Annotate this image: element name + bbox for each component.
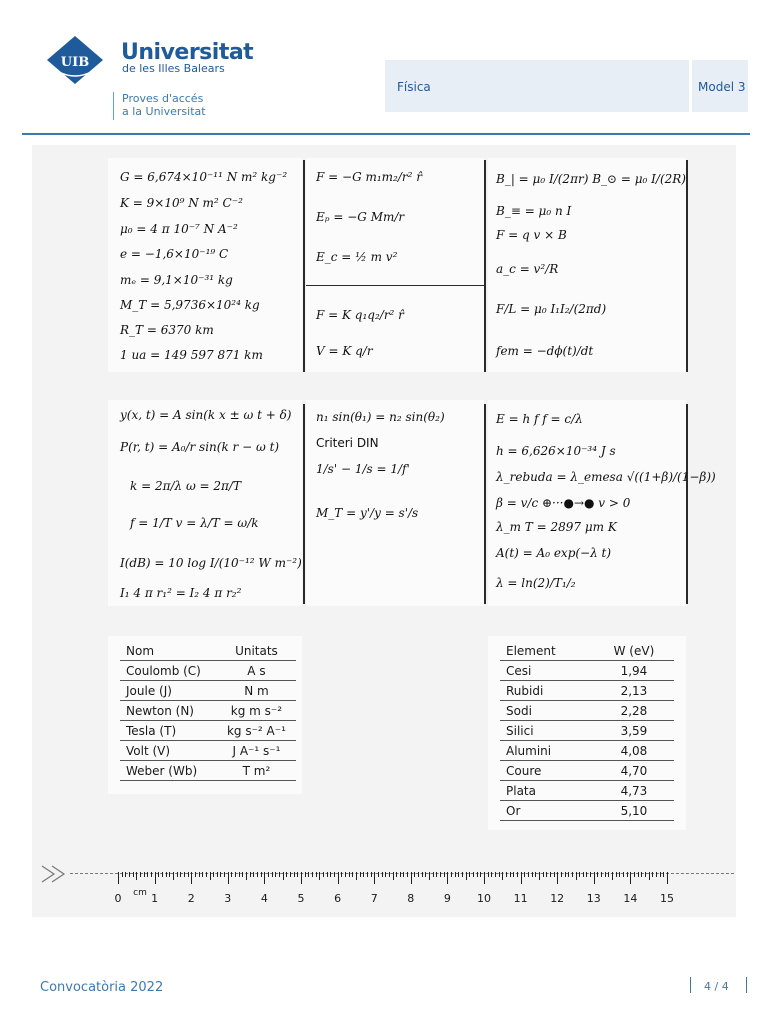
ruler-tick: [422, 872, 423, 877]
ruler-tick: [597, 872, 598, 877]
ruler-number: 7: [370, 892, 378, 905]
column-header: Element: [506, 643, 556, 658]
half-life: λ = ln(2)/T₁/₂: [496, 576, 576, 590]
work-function-value: 5,10: [620, 803, 648, 818]
ruler-tick: [173, 872, 174, 880]
uib-logo: [47, 36, 103, 84]
ruler-tick: [630, 872, 631, 884]
university-subtitle: de les Illes Balears: [122, 62, 225, 75]
table-row: [500, 661, 674, 681]
ruler-tick: [667, 872, 668, 884]
column-header: Unitats: [235, 643, 278, 658]
ruler-tick: [561, 872, 562, 877]
ruler-tick: [499, 872, 500, 877]
scissors-arrow-icon: [40, 862, 70, 886]
model-box: [692, 60, 748, 112]
ruler-tick: [528, 872, 529, 877]
ruler-tick: [576, 872, 577, 880]
ruler-tick: [202, 872, 203, 877]
constant-MT: M_T = 5,9736×10²⁴ kg: [120, 298, 260, 312]
ruler-tick: [447, 872, 448, 884]
ruler-tick: [539, 872, 540, 880]
ruler-tick: [594, 872, 595, 884]
ruler-tick: [323, 872, 324, 877]
proves-label: [122, 92, 206, 118]
ruler-tick: [378, 872, 379, 877]
ruler-tick: [345, 872, 346, 877]
separator: [303, 404, 305, 604]
ruler-tick: [652, 872, 653, 877]
ruler-tick: [363, 872, 364, 877]
proves-line-2: a la Universitat: [122, 105, 206, 118]
ruler-tick: [641, 872, 642, 877]
constant-G: G = 6,674×10⁻¹¹ N m² kg⁻²: [120, 170, 288, 184]
sound-level: I(dB) = 10 log I/(10⁻¹² W m⁻²): [120, 556, 302, 570]
constant-ua: 1 ua = 149 597 871 km: [120, 348, 263, 362]
ruler-number: 5: [297, 892, 305, 905]
ruler-number: 12: [550, 892, 565, 905]
ruler-tick: [429, 872, 430, 880]
element-name: Plata: [506, 783, 536, 798]
ruler-tick: [491, 872, 492, 877]
ruler-tick: [228, 872, 229, 884]
ruler-tick: [418, 872, 419, 877]
ruler-tick: [308, 872, 309, 877]
ruler-tick: [334, 872, 335, 877]
ruler-tick: [400, 872, 401, 877]
ruler-tick: [605, 872, 606, 877]
ruler-tick: [510, 872, 511, 877]
wave-equation: y(x, t) = A sin(k x ± ω t + δ): [120, 408, 292, 422]
ruler: [106, 872, 686, 910]
ruler-tick: [462, 872, 463, 877]
ruler-tick: [312, 872, 313, 877]
ruler-tick: [627, 872, 628, 877]
constant-e: e = −1,6×10⁻¹⁹ C: [120, 247, 229, 261]
table-row: [500, 761, 674, 781]
ruler-tick: [458, 872, 459, 877]
constant-me: mₑ = 9,1×10⁻³¹ kg: [120, 273, 233, 287]
ruler-tick: [158, 872, 159, 877]
ruler-tick: [495, 872, 496, 877]
ruler-tick: [517, 872, 518, 877]
ruler-tick: [188, 872, 189, 877]
work-function-value: 3,59: [620, 723, 648, 738]
wave-number: k = 2π/λ ω = 2π/T: [130, 479, 241, 493]
ruler-tick: [572, 872, 573, 877]
ruler-tick: [261, 872, 262, 877]
ruler-number: 14: [623, 892, 638, 905]
table-row: [500, 801, 674, 821]
ruler-tick: [268, 872, 269, 877]
work-function-value: 4,08: [620, 743, 648, 758]
ruler-tick: [341, 872, 342, 877]
divider: [690, 977, 691, 993]
optics-card: [306, 400, 484, 606]
ruler-tick: [118, 872, 119, 884]
ruler-tick: [473, 872, 474, 877]
ruler-tick: [316, 872, 317, 877]
ruler-tick: [623, 872, 624, 877]
ruler-tick: [645, 872, 646, 877]
ruler-tick: [151, 872, 152, 877]
ruler-tick: [136, 872, 137, 880]
ruler-tick: [231, 872, 232, 877]
gravity-force: F = −G m₁m₂/r² r̂: [316, 170, 422, 184]
ruler-number: 15: [660, 892, 674, 905]
table-row: [500, 681, 674, 701]
unit-value: kg s⁻² A⁻¹: [226, 723, 286, 738]
ruler-tick: [184, 872, 185, 877]
doppler-shift: λ_rebuda = λ_emesa √((1+β)/(1−β)): [496, 470, 716, 484]
ruler-number: 6: [334, 892, 342, 905]
ruler-tick: [356, 872, 357, 880]
model-label: Model 3: [698, 80, 746, 94]
separator: [484, 404, 486, 604]
ruler-tick: [484, 872, 485, 884]
ruler-number: 4: [260, 892, 268, 905]
university-name: Universitat: [121, 40, 254, 65]
table-row: [500, 741, 674, 761]
beta-relation: β = v/c ⊕···●→● v > 0: [496, 496, 631, 510]
ruler-tick: [349, 872, 350, 877]
ruler-tick: [275, 872, 276, 877]
ruler-tick: [619, 872, 620, 877]
ruler-tick: [220, 872, 221, 877]
ruler-tick: [403, 872, 404, 877]
magnetic-field-solenoid: B_≡ = μ₀ n I: [496, 204, 572, 218]
ruler-tick: [521, 872, 522, 884]
ruler-tick: [297, 872, 298, 877]
ruler-tick: [382, 872, 383, 877]
table-row: [120, 681, 296, 701]
ruler-tick: [162, 872, 163, 877]
ruler-tick: [568, 872, 569, 877]
ruler-tick: [257, 872, 258, 877]
ruler-tick: [286, 872, 287, 877]
header-rule: [22, 133, 750, 135]
unit-value: kg m s⁻²: [230, 703, 283, 718]
table-row: [500, 781, 674, 801]
ruler-number: 13: [586, 892, 601, 905]
ruler-tick: [444, 872, 445, 877]
waves-card: [108, 400, 302, 606]
ruler-tick: [133, 872, 134, 877]
decay-law: A(t) = A₀ exp(−λ t): [496, 546, 612, 560]
ruler-tick: [414, 872, 415, 877]
kinetic-energy: E_c = ½ m v²: [316, 250, 398, 264]
ruler-tick: [122, 872, 123, 877]
ruler-tick: [169, 872, 170, 877]
ruler-tick: [590, 872, 591, 877]
ruler-number: 10: [477, 892, 491, 905]
ruler-tick: [180, 872, 181, 877]
element-name: Cesi: [506, 663, 532, 678]
ruler-tick: [125, 872, 126, 877]
ruler-tick: [436, 872, 437, 877]
centripetal-acceleration: a_c = v²/R: [496, 262, 559, 276]
element-name: Silici: [506, 723, 534, 738]
ruler-tick: [385, 872, 386, 877]
force-between-wires: F/L = μ₀ I₁I₂/(2πd): [496, 302, 607, 316]
ruler-tick: [616, 872, 617, 877]
wien-law: λ_m T = 2897 μm K: [496, 520, 617, 534]
constant-K: K = 9×10⁹ N m² C⁻²: [120, 196, 243, 210]
unit-name: Tesla (T): [126, 723, 177, 738]
ruler-tick: [455, 872, 456, 877]
ruler-tick: [535, 872, 536, 877]
ruler-tick: [224, 872, 225, 877]
work-function-table: [500, 641, 674, 821]
ruler-tick: [191, 872, 192, 884]
ruler-tick: [199, 872, 200, 877]
planck-constant: h = 6,626×10⁻³⁴ J s: [496, 444, 616, 458]
ruler-number: 9: [443, 892, 451, 905]
element-name: Sodi: [506, 703, 532, 718]
ruler-unit: cm: [133, 888, 147, 898]
electric-potential: V = K q/r: [316, 344, 373, 358]
gravity-card: [306, 158, 484, 372]
column-header: Nom: [126, 643, 155, 658]
table-row: [120, 701, 296, 721]
frequency-speed: f = 1/T v = λ/T = ω/k: [130, 516, 259, 530]
ruler-tick: [290, 872, 291, 877]
ruler-tick: [502, 872, 503, 880]
snell-law: n₁ sin(θ₁) = n₂ sin(θ₂): [316, 410, 445, 424]
ruler-tick: [554, 872, 555, 877]
ruler-tick: [177, 872, 178, 877]
constants-card: [108, 158, 302, 372]
ruler-tick: [583, 872, 584, 877]
ruler-tick: [213, 872, 214, 877]
work-function-value: 2,28: [620, 703, 648, 718]
ruler-tick: [586, 872, 587, 877]
ruler-tick: [532, 872, 533, 877]
work-function-value: 4,70: [620, 763, 648, 778]
ruler-tick: [283, 872, 284, 880]
faraday-law: fem = −dϕ(t)/dt: [496, 344, 594, 358]
unit-name: Newton (N): [126, 703, 194, 718]
ruler-tick: [264, 872, 265, 884]
ruler-tick: [488, 872, 489, 877]
work-function-value: 2,13: [620, 683, 648, 698]
ruler-tick: [513, 872, 514, 877]
ruler-tick: [374, 872, 375, 884]
din-criterion: Criteri DIN: [316, 436, 379, 450]
ruler-tick: [601, 872, 602, 877]
unit-name: Weber (Wb): [126, 763, 198, 778]
ruler-tick: [656, 872, 657, 877]
ruler-tick: [411, 872, 412, 884]
table-row: [120, 721, 296, 741]
logo-text: UIB: [60, 55, 90, 70]
ruler-tick: [305, 872, 306, 877]
ruler-tick: [389, 872, 390, 877]
ruler-number: 0: [114, 892, 122, 905]
ruler-tick: [649, 872, 650, 880]
lens-equation: 1/s' − 1/s = 1/f': [316, 462, 410, 476]
ruler-tick: [327, 872, 328, 877]
ruler-tick: [242, 872, 243, 877]
ruler-tick: [250, 872, 251, 877]
ruler-tick: [469, 872, 470, 877]
ruler-tick: [660, 872, 661, 877]
ruler-tick: [147, 872, 148, 877]
ruler-tick: [608, 872, 609, 877]
ruler-tick: [546, 872, 547, 877]
page-number: 4 / 4: [704, 980, 729, 993]
ruler-tick: [253, 872, 254, 877]
unit-name: Volt (V): [126, 743, 171, 758]
separator: [306, 285, 484, 286]
ruler-number: 1: [151, 892, 159, 905]
ruler-tick: [129, 872, 130, 877]
ruler-tick: [557, 872, 558, 884]
unit-value: J A⁻¹ s⁻¹: [232, 743, 281, 758]
intensity-relation: I₁ 4 π r₁² = I₂ 4 π r₂²: [120, 586, 242, 600]
ruler-tick: [393, 872, 394, 880]
divider: [746, 977, 747, 993]
ruler-tick: [155, 872, 156, 884]
element-name: Alumini: [506, 743, 552, 758]
table-header: [500, 641, 674, 661]
ruler-tick: [524, 872, 525, 877]
ruler-tick: [352, 872, 353, 877]
element-name: Coure: [506, 763, 542, 778]
ruler-tick: [144, 872, 145, 877]
ruler-tick: [579, 872, 580, 877]
ruler-tick: [634, 872, 635, 877]
ruler-tick: [565, 872, 566, 877]
ruler-tick: [543, 872, 544, 877]
ruler-tick: [477, 872, 478, 877]
unit-value: T m²: [242, 763, 271, 778]
ruler-tick: [246, 872, 247, 880]
divider: [113, 92, 114, 120]
ruler-tick: [506, 872, 507, 877]
work-function-value: 1,94: [620, 663, 648, 678]
units-table: [120, 641, 296, 781]
table-header: [120, 641, 296, 661]
ruler-tick: [480, 872, 481, 877]
photon-energy: E = h f f = c/λ: [496, 412, 583, 426]
subject-title: Física: [397, 80, 431, 94]
ruler-tick: [279, 872, 280, 877]
ruler-tick: [301, 872, 302, 884]
unit-value: A s: [247, 663, 266, 678]
ruler-tick: [612, 872, 613, 880]
constant-RT: R_T = 6370 km: [120, 323, 214, 337]
lorentz-force: F = q v × B: [496, 228, 567, 242]
ruler-tick: [166, 872, 167, 877]
proves-line-1: Proves d'accés: [122, 92, 204, 105]
ruler-tick: [663, 872, 664, 877]
ruler-number: 11: [513, 892, 528, 905]
ruler-tick: [550, 872, 551, 877]
element-name: Or: [506, 803, 521, 818]
ruler-tick: [338, 872, 339, 884]
ruler-number: 3: [224, 892, 232, 905]
coulomb-force: F = K q₁q₂/r² r̂: [316, 308, 404, 322]
ruler-tick: [195, 872, 196, 877]
session-label: Convocatòria 2022: [40, 980, 164, 995]
element-name: Rubidi: [506, 683, 544, 698]
ruler-tick: [206, 872, 207, 877]
ruler-tick: [396, 872, 397, 877]
separator: [686, 404, 688, 604]
unit-name: Coulomb (C): [126, 663, 201, 678]
separator: [484, 160, 486, 372]
ruler-tick: [451, 872, 452, 877]
ruler-tick: [217, 872, 218, 877]
ruler-tick: [407, 872, 408, 877]
unit-value: N m: [244, 683, 269, 698]
table-row: [120, 661, 296, 681]
ruler-tick: [466, 872, 467, 880]
ruler-tick: [210, 872, 211, 880]
ruler-tick: [272, 872, 273, 877]
column-header: W (eV): [613, 643, 655, 658]
ruler-tick: [425, 872, 426, 877]
unit-name: Joule (J): [126, 683, 172, 698]
ruler-tick: [433, 872, 434, 877]
ruler-tick: [330, 872, 331, 877]
ruler-tick: [294, 872, 295, 877]
ruler-number: 8: [407, 892, 415, 905]
ruler-tick: [360, 872, 361, 877]
table-row: [500, 701, 674, 721]
ruler-tick: [140, 872, 141, 877]
spherical-wave: P(r, t) = A₀/r sin(k r − ω t): [120, 440, 280, 454]
table-row: [120, 761, 296, 781]
magnification: M_T = y'/y = s'/s: [316, 506, 419, 520]
magnetic-field-wire: B_| = μ₀ I/(2πr) B_⊙ = μ₀ I/(2R): [496, 172, 686, 186]
separator: [686, 160, 688, 372]
gravity-potential: Eₚ = −G Mm/r: [316, 210, 405, 224]
table-row: [120, 741, 296, 761]
constant-mu0: μ₀ = 4 π 10⁻⁷ N A⁻²: [120, 222, 238, 236]
ruler-tick: [440, 872, 441, 877]
ruler-tick: [235, 872, 236, 877]
ruler-tick: [371, 872, 372, 877]
ruler-number: 2: [187, 892, 195, 905]
separator: [303, 160, 305, 372]
subject-box: [385, 60, 689, 112]
ruler-tick: [638, 872, 639, 877]
work-function-value: 4,73: [620, 783, 648, 798]
table-row: [500, 721, 674, 741]
ruler-tick: [319, 872, 320, 880]
ruler-tick: [239, 872, 240, 877]
ruler-tick: [367, 872, 368, 877]
